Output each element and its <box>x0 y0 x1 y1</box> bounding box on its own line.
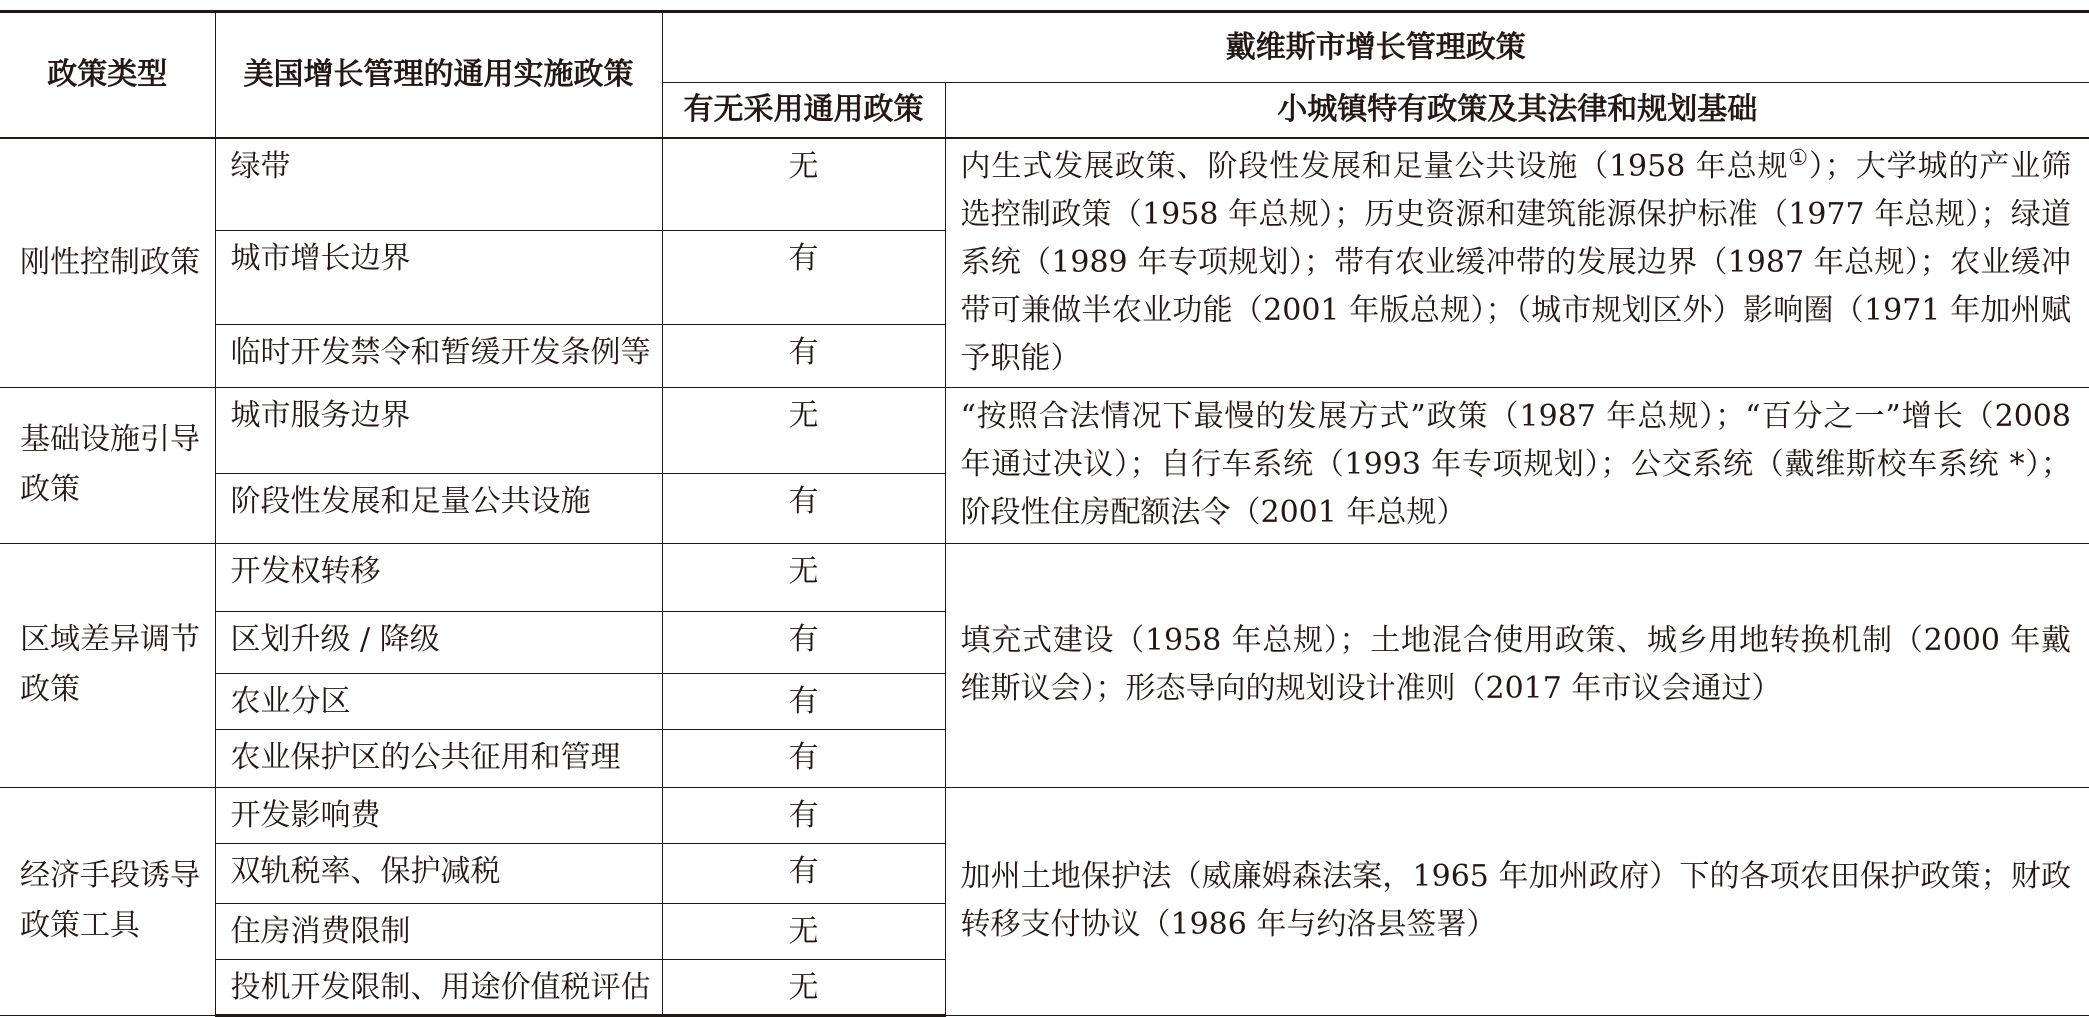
header-davis-policy: 戴维斯市增长管理政策 <box>662 12 2089 83</box>
special-policy-cell: 加州土地保护法（威廉姆森法案，1965 年加州政府）下的各项农田保护政策；财政转移支付协议（1986 年与约洛县签署） <box>945 787 2089 1015</box>
adopted-cell: 无 <box>662 543 945 611</box>
policy-cell: 双轨税率、保护减税 <box>215 843 662 903</box>
adopted-cell: 有 <box>662 787 945 843</box>
header-us-general-policy: 美国增长管理的通用实施政策 <box>215 12 662 138</box>
policy-cell: 临时开发禁令和暂缓开发条例等 <box>215 324 662 387</box>
table-row <box>0 787 2089 843</box>
special-policy-cell <box>945 138 2089 388</box>
adopted-cell: 有 <box>662 611 945 673</box>
policy-cell: 农业分区 <box>215 673 662 729</box>
adopted-cell: 有 <box>662 473 945 543</box>
adopted-cell: 有 <box>662 843 945 903</box>
adopted-cell: 无 <box>662 903 945 959</box>
adopted-cell: 无 <box>662 959 945 1015</box>
policy-cell: 城市增长边界 <box>215 231 662 324</box>
header-adopted: 有无采用通用政策 <box>662 83 945 138</box>
adopted-cell: 无 <box>662 387 945 473</box>
policy-cell: 投机开发限制、用途价值税评估 <box>215 959 662 1015</box>
special-text: 内生式发展政策、阶段性发展和足量公共设施（1958 年总规 <box>960 148 1789 184</box>
table-row <box>0 138 2089 231</box>
special-policy-cell: “按照合法情况下最慢的发展方式”政策（1987 年总规）；“百分之一”增长（2008 年通过决议）；自行车系统（1993 年专项规划）；公交系统（戴维斯校车系统 *）；阶段性住房配额法令（2001 年总规） <box>945 387 2089 543</box>
table-row <box>0 387 2089 473</box>
policy-cell: 开发影响费 <box>215 787 662 843</box>
policy-cell: 阶段性发展和足量公共设施 <box>215 473 662 543</box>
policy-type-cell: 基础设施引导政策 <box>0 387 215 543</box>
policy-type-cell: 区域差异调节政策 <box>0 543 215 787</box>
special-policy-cell: 填充式建设（1958 年总规）；土地混合使用政策、城乡用地转换机制（2000 年戴维斯议会）；形态导向的规划设计准则（2017 年市议会通过） <box>945 543 2089 787</box>
policy-type-cell: 刚性控制政策 <box>0 138 215 388</box>
adopted-cell: 有 <box>662 231 945 324</box>
adopted-cell: 有 <box>662 729 945 787</box>
policy-type-cell: 经济手段诱导政策工具 <box>0 787 215 1015</box>
header-special-policy: 小城镇特有政策及其法律和规划基础 <box>945 83 2089 138</box>
policy-cell: 农业保护区的公共征用和管理 <box>215 729 662 787</box>
adopted-cell: 有 <box>662 324 945 387</box>
policy-cell: 区划升级 / 降级 <box>215 611 662 673</box>
policy-cell: 城市服务边界 <box>215 387 662 473</box>
table-row <box>0 543 2089 611</box>
adopted-cell: 无 <box>662 138 945 231</box>
footnote-marker: ① <box>1788 145 1809 171</box>
adopted-cell: 有 <box>662 673 945 729</box>
policy-cell: 住房消费限制 <box>215 903 662 959</box>
policy-cell: 开发权转移 <box>215 543 662 611</box>
policy-cell: 绿带 <box>215 138 662 231</box>
growth-policy-table <box>0 10 2089 1017</box>
header-policy-type: 政策类型 <box>0 12 215 138</box>
special-text: ）；大学城的产业筛选控制政策（1958 年总规）；历史资源和建筑能源保护标准（1977 年总规）；绿道系统（1989 年专项规划）；带有农业缓冲带的发展边界（1987 年总规）；农业缓冲带可兼做半农业功能（2001 年版总规）；（城市规划区外）影响圈（1971 年加州赋予职能） <box>960 148 2071 376</box>
